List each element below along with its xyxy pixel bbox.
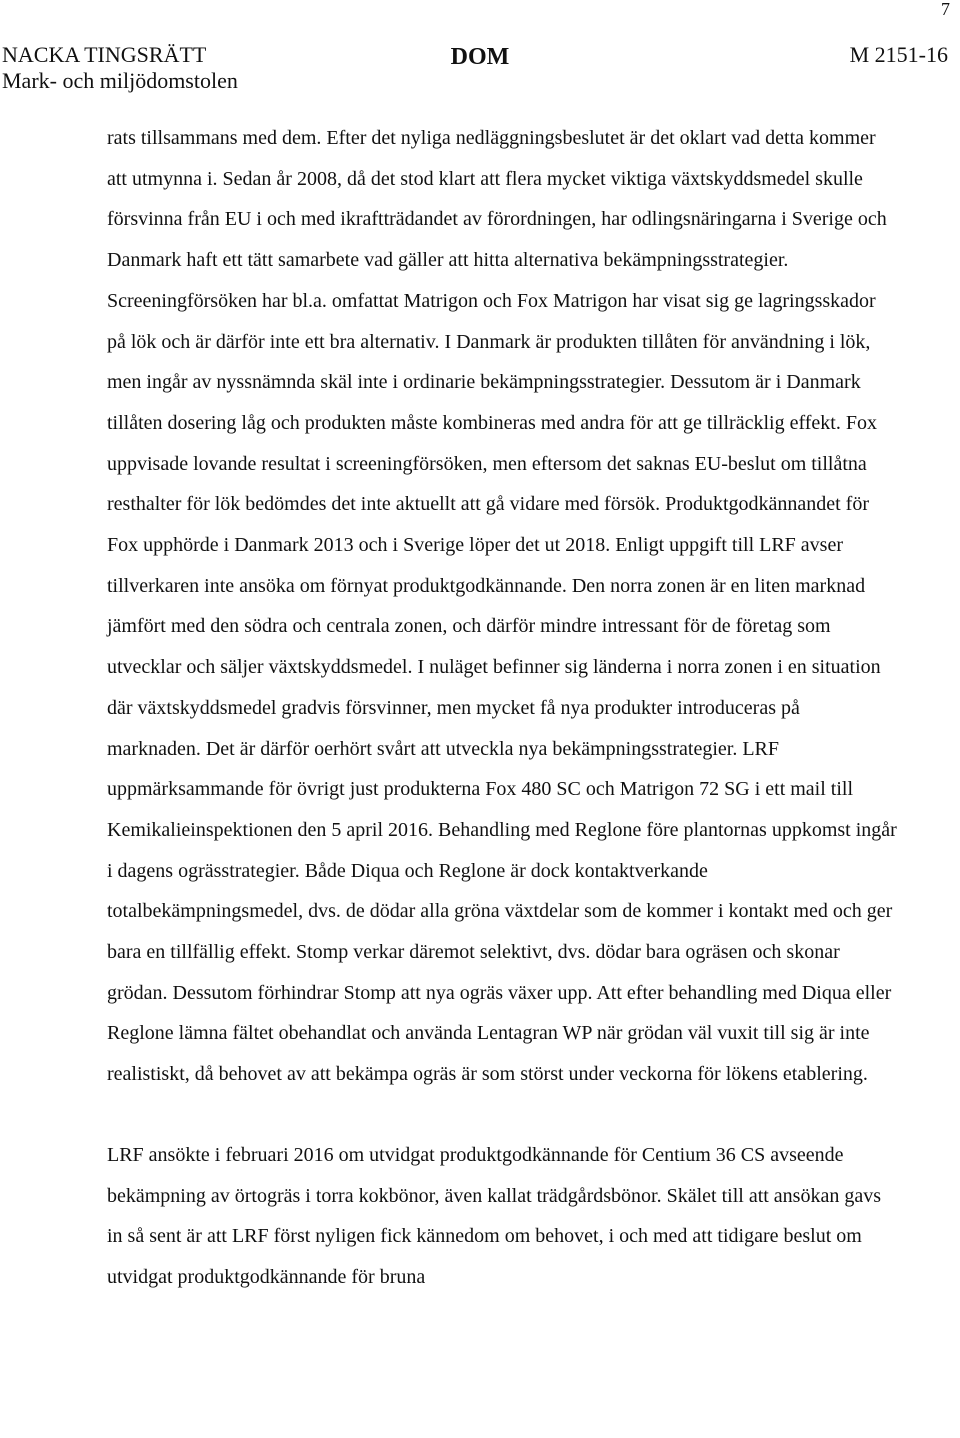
document-header: [0, 40, 960, 100]
document-body: [107, 118, 897, 1298]
court-name: NACKA TINGSRÄTT: [2, 42, 207, 67]
case-number: M 2151-16: [849, 42, 948, 67]
page-number: 7: [941, 0, 950, 19]
document-type: DOM: [450, 44, 510, 70]
paragraph-1: rats tillsammans med dem. Efter det nyliga nedläggningsbeslutet är det oklart vad detta kommer att utmynna i. Sedan år 2008, då det stod klart att flera mycket viktiga växtskyddsmedel skulle försvinna från EU i och med ikraftträdandet av förordningen, har odlingsnäringarna i Sverige och Danmark haft ett tätt samarbete vad gäller att hitta alternativa bekämpningsstrategier. Screeningförsöken har bl.a. omfattat Matrigon och Fox Matrigon har visat sig ge lagringsskador på lök och är därför inte ett bra alternativ. I Danmark är produkten tillåten för användning i lök, men ingår av nyssnämnda skäl inte i ordinarie bekämpningsstrategier. Dessutom är i Danmark tillåten dosering låg och produkten måste kombineras med andra för att ge tillräcklig effekt. Fox uppvisade lovande resultat i screeningförsöken, men eftersom det saknas EU-beslut om tillåtna resthalter för lök bedömdes det inte aktuellt att gå vidare med försök. Produktgodkännandet för Fox upphörde i Danmark 2013 och i Sverige löper det ut 2018. Enligt uppgift till LRF avser tillverkaren inte ansöka om förnyat produktgodkännande. Den norra zonen är en liten marknad jämfört med den södra och centrala zonen, och därför mindre intressant för de företag som utvecklar och säljer växtskyddsmedel. I nuläget befinner sig länderna i norra zonen i en situation där växtskyddsmedel gradvis försvinner, men mycket få nya produkter introduceras på marknaden. Det är därför oerhört svårt att utveckla nya bekämpningsstrategier. LRF uppmärksammande för övrigt just produkterna Fox 480 SC och Matrigon 72 SG i ett mail till Kemikalieinspektionen den 5 april 2016. Behandling med Reglone före plantornas uppkomst ingår i dagens ogrässtrategier. Både Diqua och Reglone är dock kontaktverkande totalbekämpningsmedel, dvs. de dödar alla gröna växtdelar som de kommer i kontakt med och ger bara en tillfällig effekt. Stomp verkar däremot selektivt, dvs. dödar bara ogräsen och skonar grödan. Dessutom förhindrar Stomp att nya ogräs växer upp. Att efter behandling med Diqua eller Reglone lämna fältet obehandlat och använda Lentagran WP när grödan väl vuxit till sig är inte realistiskt, då behovet av att bekämpa ogräs är som störst under veckorna för lökens etablering.: [107, 127, 897, 1086]
paragraph-spacer: [107, 1095, 897, 1135]
court-division: Mark- och miljödomstolen: [2, 68, 238, 93]
paragraph-2: LRF ansökte i februari 2016 om utvidgat produktgodkännande för Centium 36 CS avseende bekämpning av örtogräs i torra kokbönor, även kallat trädgårdsbönor. Skälet till att ansökan gavs in så sent är att LRF först nyligen fick kännedom om behovet, i och med att tidigare beslut om utvidgat produktgodkännande för bruna: [107, 1143, 882, 1288]
